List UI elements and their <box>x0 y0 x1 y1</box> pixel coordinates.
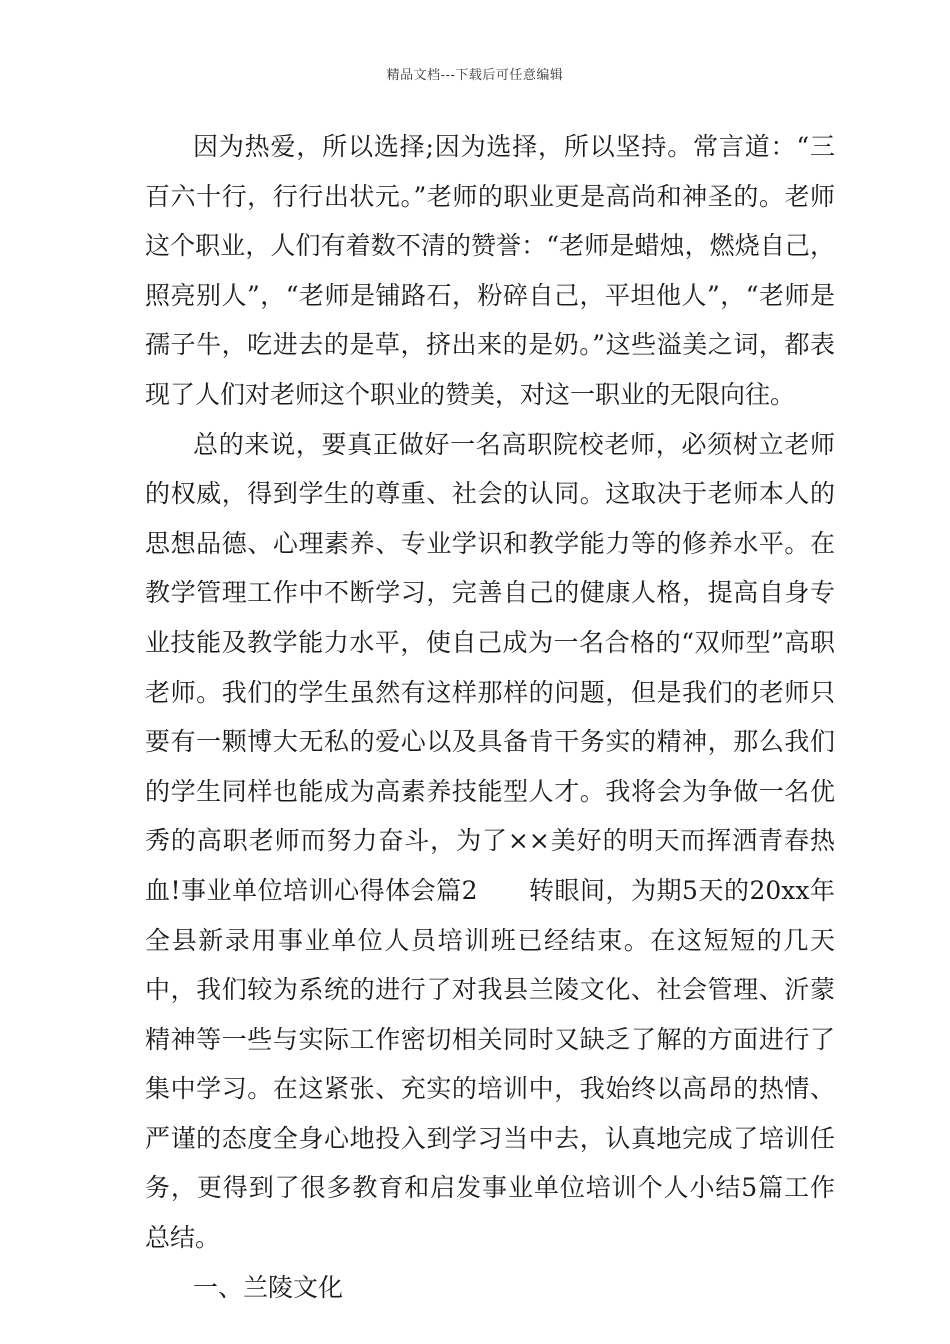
paragraph-intro: 因为热爱，所以选择;因为选择，所以坚持。常言道：“三百六十行，行行出状元。”老师的职业更是高尚和神圣的。老师这个职业，人们有着数不清的赞誉：“老师是蜡烛，燃烧自己，照亮别人”，“老师是铺路石，粉碎自己，平坦他人”，“老师是孺子牛，吃进去的是草，挤出来的是奶。”这些溢美之词，都表现了人们对老师这个职业的赞美，对这一职业的无限向往。 <box>145 132 835 409</box>
page-header: 精品文档---下载后可任意编辑 <box>386 68 564 83</box>
document-body <box>145 122 835 1312</box>
section-heading-lanling-culture: 一、兰陵文化 <box>193 1272 344 1302</box>
paragraph-summary: 总的来说，要真正做好一名高职院校老师，必须树立老师的权威，得到学生的尊重、社会的认同。这取决于老师本人的思想品德、心理素养、专业学识和教学能力等的修养水平。在教学管理工作中不断学习，完善自己的健康人格，提高自身专业技能及教学能力水平，使自己成为一名合格的“双师型”高职老师。我们的学生虽然有这样那样的问题，但是我们的老师只要有一颗博大无私的爱心以及具备肯干务实的精神，那么我们的学生同样也能成为高素养技能型人才。我将会为争做一名优秀的高职老师而努力奋斗，为了××美好的明天而挥洒青春热血!事业单位培训心得体会篇2 转眼间，为期5天的20xx年全县新录用事业单位人员培训班已经结束。在这短短的几天中，我们较为系统的进行了对我县兰陵文化、社会管理、沂蒙精神等一些与实际工作密切相关同时又缺乏了解的方面进行了集中学习。在这紧张、充实的培训中，我始终以高昂的热情、严谨的态度全身心地投入到学习当中去，认真地完成了培训任务，更得到了很多教育和启发事业单位培训个人小结5篇工作总结。 <box>145 429 835 1253</box>
